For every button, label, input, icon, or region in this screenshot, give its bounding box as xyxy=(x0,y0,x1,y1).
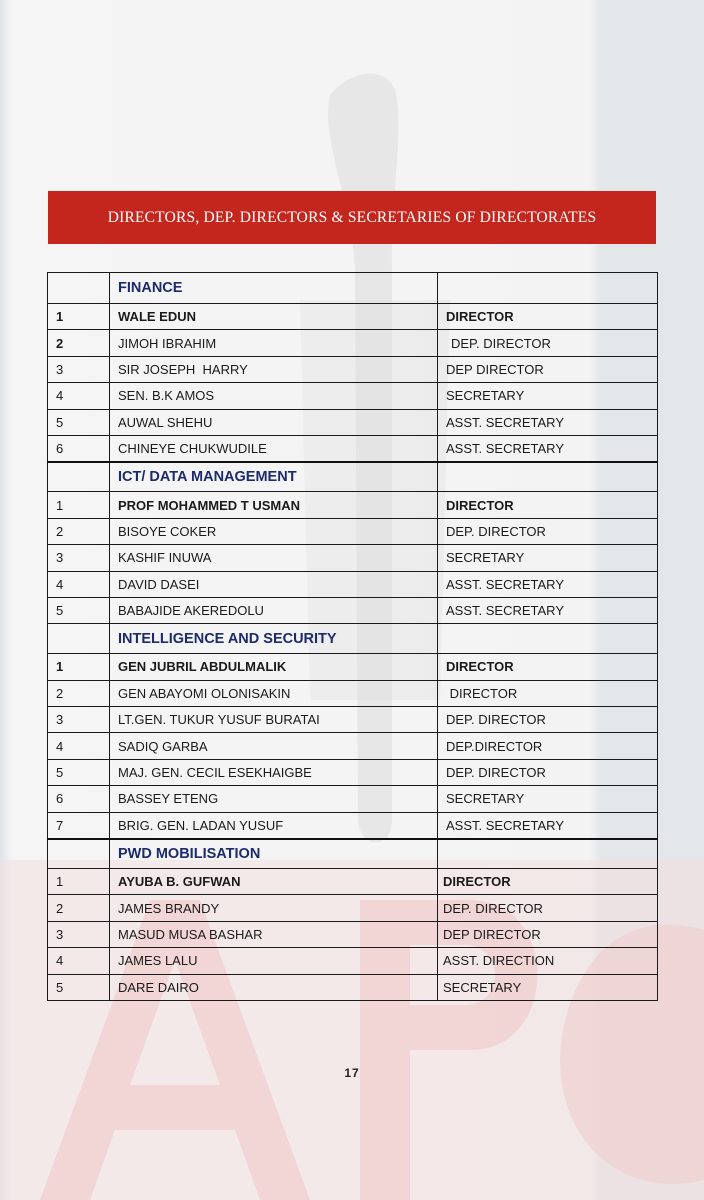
row-number: 5 xyxy=(48,597,110,623)
row-number: 5 xyxy=(48,409,110,435)
table-row xyxy=(48,921,658,947)
member-name: MASUD MUSA BASHAR xyxy=(110,921,438,947)
table-row xyxy=(48,571,658,597)
member-role: DIRECTOR xyxy=(438,869,658,895)
section-title: INTELLIGENCE AND SECURITY xyxy=(110,624,438,654)
row-number: 3 xyxy=(48,545,110,571)
member-name: BASSEY ETENG xyxy=(110,786,438,812)
member-name: MAJ. GEN. CECIL ESEKHAIGBE xyxy=(110,759,438,785)
member-role: SECRETARY xyxy=(438,786,658,812)
member-role: DIRECTOR xyxy=(438,492,658,518)
row-number: 3 xyxy=(48,707,110,733)
member-name: JAMES BRANDY xyxy=(110,895,438,921)
section-number-cell xyxy=(48,624,110,654)
member-name: AUWAL SHEHU xyxy=(110,409,438,435)
row-number: 1 xyxy=(48,869,110,895)
section-number-cell xyxy=(48,462,110,492)
member-name: BISOYE COKER xyxy=(110,518,438,544)
section-header-ict xyxy=(48,462,658,492)
member-role: DEP. DIRECTOR xyxy=(438,707,658,733)
section-number-cell xyxy=(48,839,110,869)
table-row xyxy=(48,304,658,330)
row-number: 3 xyxy=(48,356,110,382)
member-name: SEN. B.K AMOS xyxy=(110,383,438,409)
table-row xyxy=(48,895,658,921)
member-name: BABAJIDE AKEREDOLU xyxy=(110,597,438,623)
row-number: 5 xyxy=(48,974,110,1000)
table-row xyxy=(48,812,658,838)
table-row xyxy=(48,330,658,356)
row-number: 2 xyxy=(48,895,110,921)
row-number: 6 xyxy=(48,786,110,812)
section-role-cell xyxy=(438,839,658,869)
member-name: CHINEYE CHUKWUDILE xyxy=(110,435,438,461)
table-row xyxy=(48,545,658,571)
member-role: DEP. DIRECTOR xyxy=(438,759,658,785)
table-row xyxy=(48,597,658,623)
table-row xyxy=(48,409,658,435)
member-role: ASST. SECRETARY xyxy=(438,435,658,461)
section-title: PWD MOBILISATION xyxy=(110,839,438,869)
member-role: DEP. DIRECTOR xyxy=(438,895,658,921)
member-role: DEP DIRECTOR xyxy=(438,356,658,382)
member-role: SECRETARY xyxy=(438,974,658,1000)
member-role: DEP DIRECTOR xyxy=(438,921,658,947)
member-name: LT.GEN. TUKUR YUSUF BURATAI xyxy=(110,707,438,733)
row-number: 7 xyxy=(48,812,110,838)
section-role-cell xyxy=(438,273,658,304)
row-number: 4 xyxy=(48,733,110,759)
member-role: DIRECTOR xyxy=(438,654,658,680)
page-title-banner: DIRECTORS, DEP. DIRECTORS & SECRETARIES OF DIRECTORATES xyxy=(48,191,656,244)
member-name: KASHIF INUWA xyxy=(110,545,438,571)
table-row xyxy=(48,435,658,461)
table-row xyxy=(48,492,658,518)
member-role: DEP. DIRECTOR xyxy=(438,518,658,544)
member-role: SECRETARY xyxy=(438,383,658,409)
member-role: SECRETARY xyxy=(438,545,658,571)
section-role-cell xyxy=(438,462,658,492)
section-header-finance xyxy=(48,273,658,304)
member-name: SIR JOSEPH HARRY xyxy=(110,356,438,382)
row-number: 1 xyxy=(48,654,110,680)
member-role: DEP.DIRECTOR xyxy=(438,733,658,759)
member-name: DARE DAIRO xyxy=(110,974,438,1000)
row-number: 1 xyxy=(48,304,110,330)
member-role: DIRECTOR xyxy=(438,680,658,706)
member-name: DAVID DASEI xyxy=(110,571,438,597)
row-number: 2 xyxy=(48,330,110,356)
member-role: DIRECTOR xyxy=(438,304,658,330)
member-role: ASST. SECRETARY xyxy=(438,597,658,623)
member-name: SADIQ GARBA xyxy=(110,733,438,759)
member-name: GEN ABAYOMI OLONISAKIN xyxy=(110,680,438,706)
table-row xyxy=(48,654,658,680)
table-row xyxy=(48,948,658,974)
member-role: ASST. SECRETARY xyxy=(438,571,658,597)
row-number: 2 xyxy=(48,518,110,544)
row-number: 4 xyxy=(48,383,110,409)
table-row xyxy=(48,518,658,544)
row-number: 1 xyxy=(48,492,110,518)
member-name: JIMOH IBRAHIM xyxy=(110,330,438,356)
table-row xyxy=(48,974,658,1000)
member-name: AYUBA B. GUFWAN xyxy=(110,869,438,895)
table-row xyxy=(48,680,658,706)
member-name: WALE EDUN xyxy=(110,304,438,330)
section-title: FINANCE xyxy=(110,273,438,304)
section-header-pwd xyxy=(48,839,658,869)
row-number: 4 xyxy=(48,948,110,974)
table-row xyxy=(48,383,658,409)
member-role: ASST. DIRECTION xyxy=(438,948,658,974)
member-name: BRIG. GEN. LADAN YUSUF xyxy=(110,812,438,838)
section-role-cell xyxy=(438,624,658,654)
section-title: ICT/ DATA MANAGEMENT xyxy=(110,462,438,492)
row-number: 6 xyxy=(48,435,110,461)
member-role: DEP. DIRECTOR xyxy=(438,330,658,356)
member-role: ASST. SECRETARY xyxy=(438,409,658,435)
table-row xyxy=(48,707,658,733)
row-number: 2 xyxy=(48,680,110,706)
page-number: 17 xyxy=(344,1066,360,1080)
table-row xyxy=(48,356,658,382)
section-header-intelligence xyxy=(48,624,658,654)
table-row xyxy=(48,733,658,759)
member-name: JAMES LALU xyxy=(110,948,438,974)
member-name: GEN JUBRIL ABDULMALIK xyxy=(110,654,438,680)
table-row xyxy=(48,786,658,812)
row-number: 3 xyxy=(48,921,110,947)
table-row xyxy=(48,759,658,785)
table-row xyxy=(48,869,658,895)
row-number: 5 xyxy=(48,759,110,785)
row-number: 4 xyxy=(48,571,110,597)
member-role: ASST. SECRETARY xyxy=(438,812,658,838)
member-name: PROF MOHAMMED T USMAN xyxy=(110,492,438,518)
section-number-cell xyxy=(48,273,110,304)
directorates-table xyxy=(47,272,658,1001)
